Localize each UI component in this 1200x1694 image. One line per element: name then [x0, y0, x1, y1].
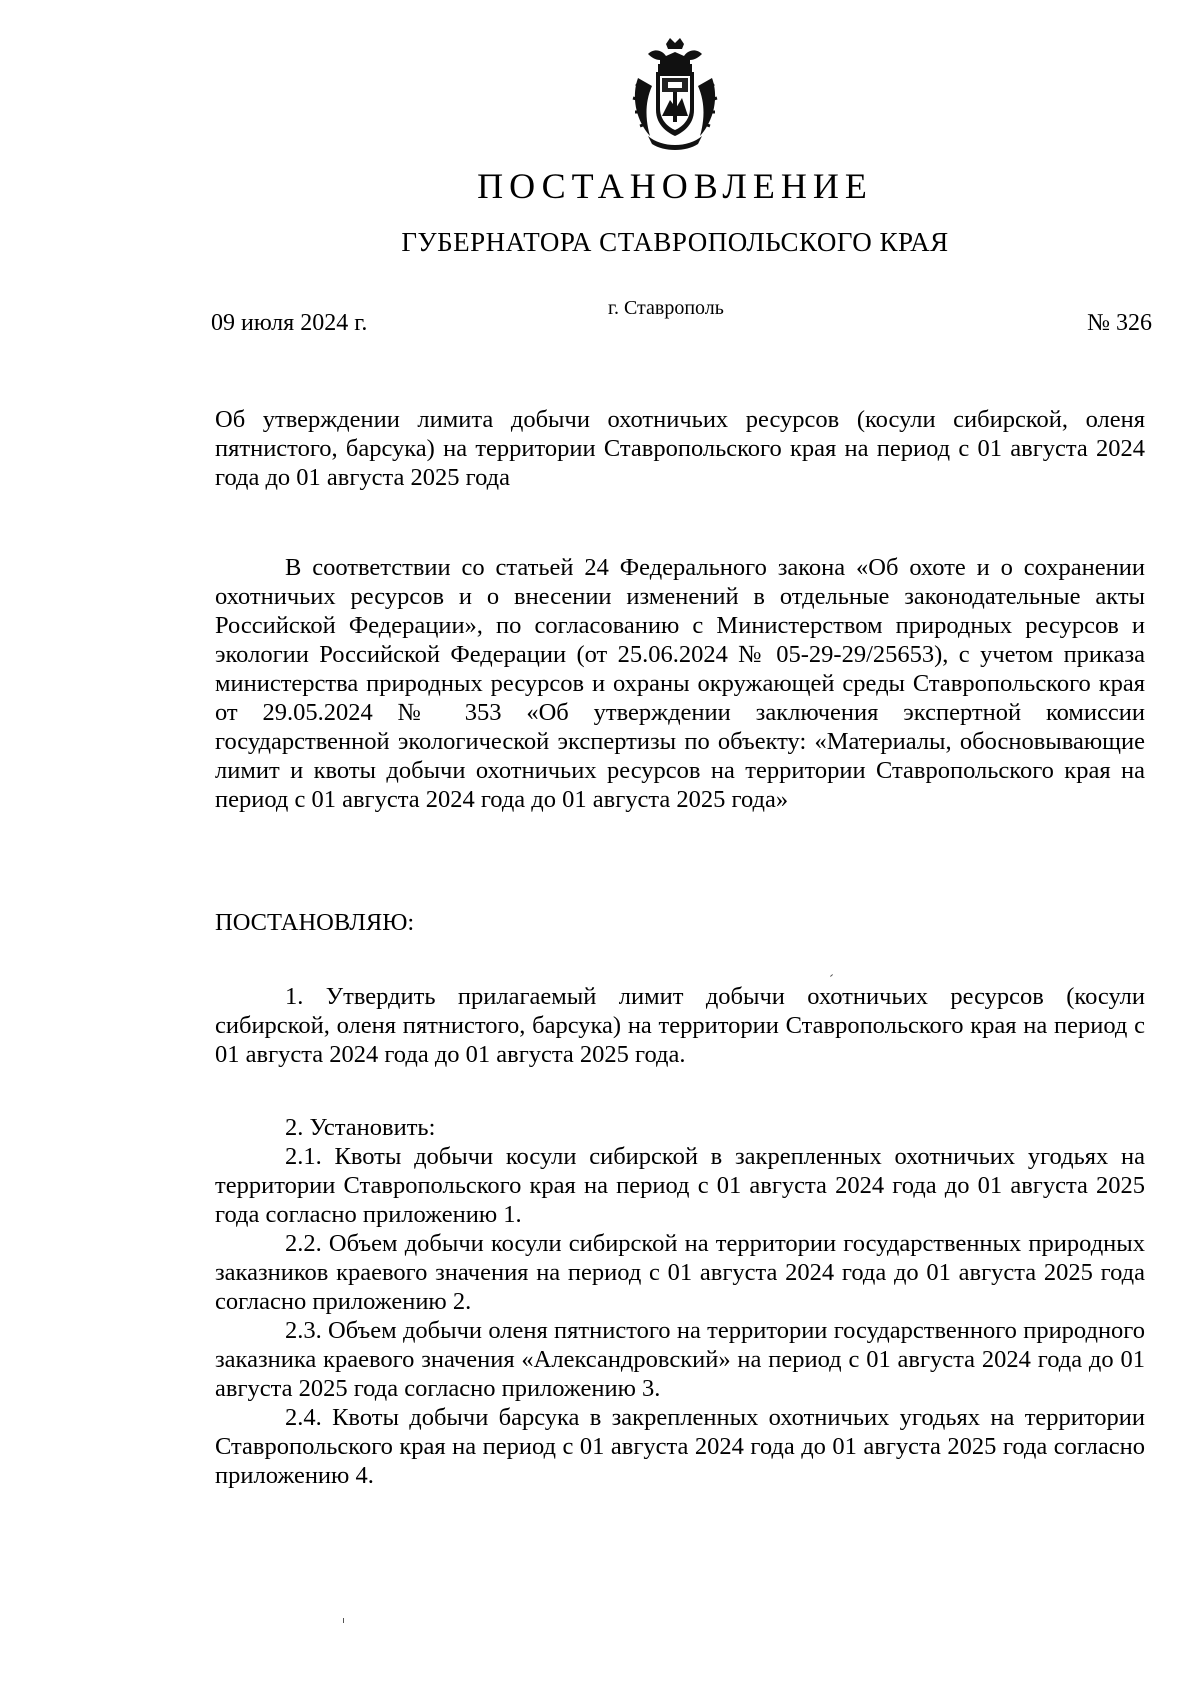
decree-word: ПОСТАНОВЛЯЮ:: [215, 909, 415, 936]
document-city: г. Ставрополь: [608, 297, 724, 319]
decree-item-2-1-text: 2.1. Квоты добычи косули сибирской в закрепленных охотничьих угодьях на территории Ставропольского края на период с 01 августа 2024 года до 01 августа 2025 года согласно приложению 1.: [215, 1143, 1145, 1228]
decree-item-2-2-text: 2.2. Объем добычи косули сибирской на территории государственных природных заказников краевого значения на период с 01 августа 2024 года до 01 августа 2025 года согласно приложению 2.: [215, 1230, 1145, 1315]
decree-item-2-text: 2. Установить:: [285, 1114, 436, 1141]
document-subtitle: ГУБЕРНАТОРА СТАВРОПОЛЬСКОГО КРАЯ: [401, 227, 949, 257]
decree-item-1-text: 1. Утвердить прилагаемый лимит добычи охотничьих ресурсов (косули сибирской, оленя пятнистого, барсука) на территории Ставропольского края на период с 01 августа 2024 года до 01 августа 2025 года.: [215, 983, 1145, 1068]
legal-basis: [215, 553, 1145, 814]
decree-items-2: [215, 1113, 1145, 1490]
document-heading: [215, 405, 1145, 492]
document-number: № 326: [1087, 310, 1152, 336]
heading-text: Об утверждении лимита добычи охотничьих ресурсов (косули сибирской, оленя пятнистого, барсука) на территории Ставропольского края на период с 01 августа 2024 года до 01 августа 2025 года: [215, 406, 1145, 491]
document-date: 09 июля 2024 г.: [211, 310, 368, 336]
legal-basis-text: В соответствии со статьей 24 Федерального закона «Об охоте и о сохранении охотничьих ресурсов и о внесении изменений в отдельные законодательные акты Российской Федерации», по согласованию с Министерством природных ресурсов и экологии Российской Федерации (от 25.06.2024 № 05-29-29/25653), с учетом приказа министерства природных ресурсов и охраны окружающей среды Ставропольского края от 29.05.2024 № 353 «Об утверждении заключения экспертной комиссии государственной экологической экспертизы по объекту: «Материалы, обосновывающие лимит и квоты добычи охотничьих ресурсов на территории Ставропольского края на период с 01 августа 2024 года до 01 августа 2025 года»: [215, 554, 1145, 813]
decree-item-2-4-text: 2.4. Квоты добычи барсука в закрепленных охотничьих угодьях на территории Ставропольского края на период с 01 августа 2024 года до 01 августа 2025 года согласно приложению 4.: [215, 1404, 1145, 1489]
scan-speck: [343, 1618, 344, 1623]
decree-item-2-3-text: 2.3. Объем добычи оленя пятнистого на территории государственного природного заказника краевого значения «Александровский» на период с 01 августа 2024 года до 01 августа 2025 года согласно приложению 3.: [215, 1317, 1145, 1402]
coat-of-arms-icon: [628, 38, 722, 154]
document-title: ПОСТАНОВЛЕНИЕ: [477, 166, 873, 206]
scan-speck: [830, 974, 833, 977]
decree-item-1: [215, 982, 1145, 1069]
